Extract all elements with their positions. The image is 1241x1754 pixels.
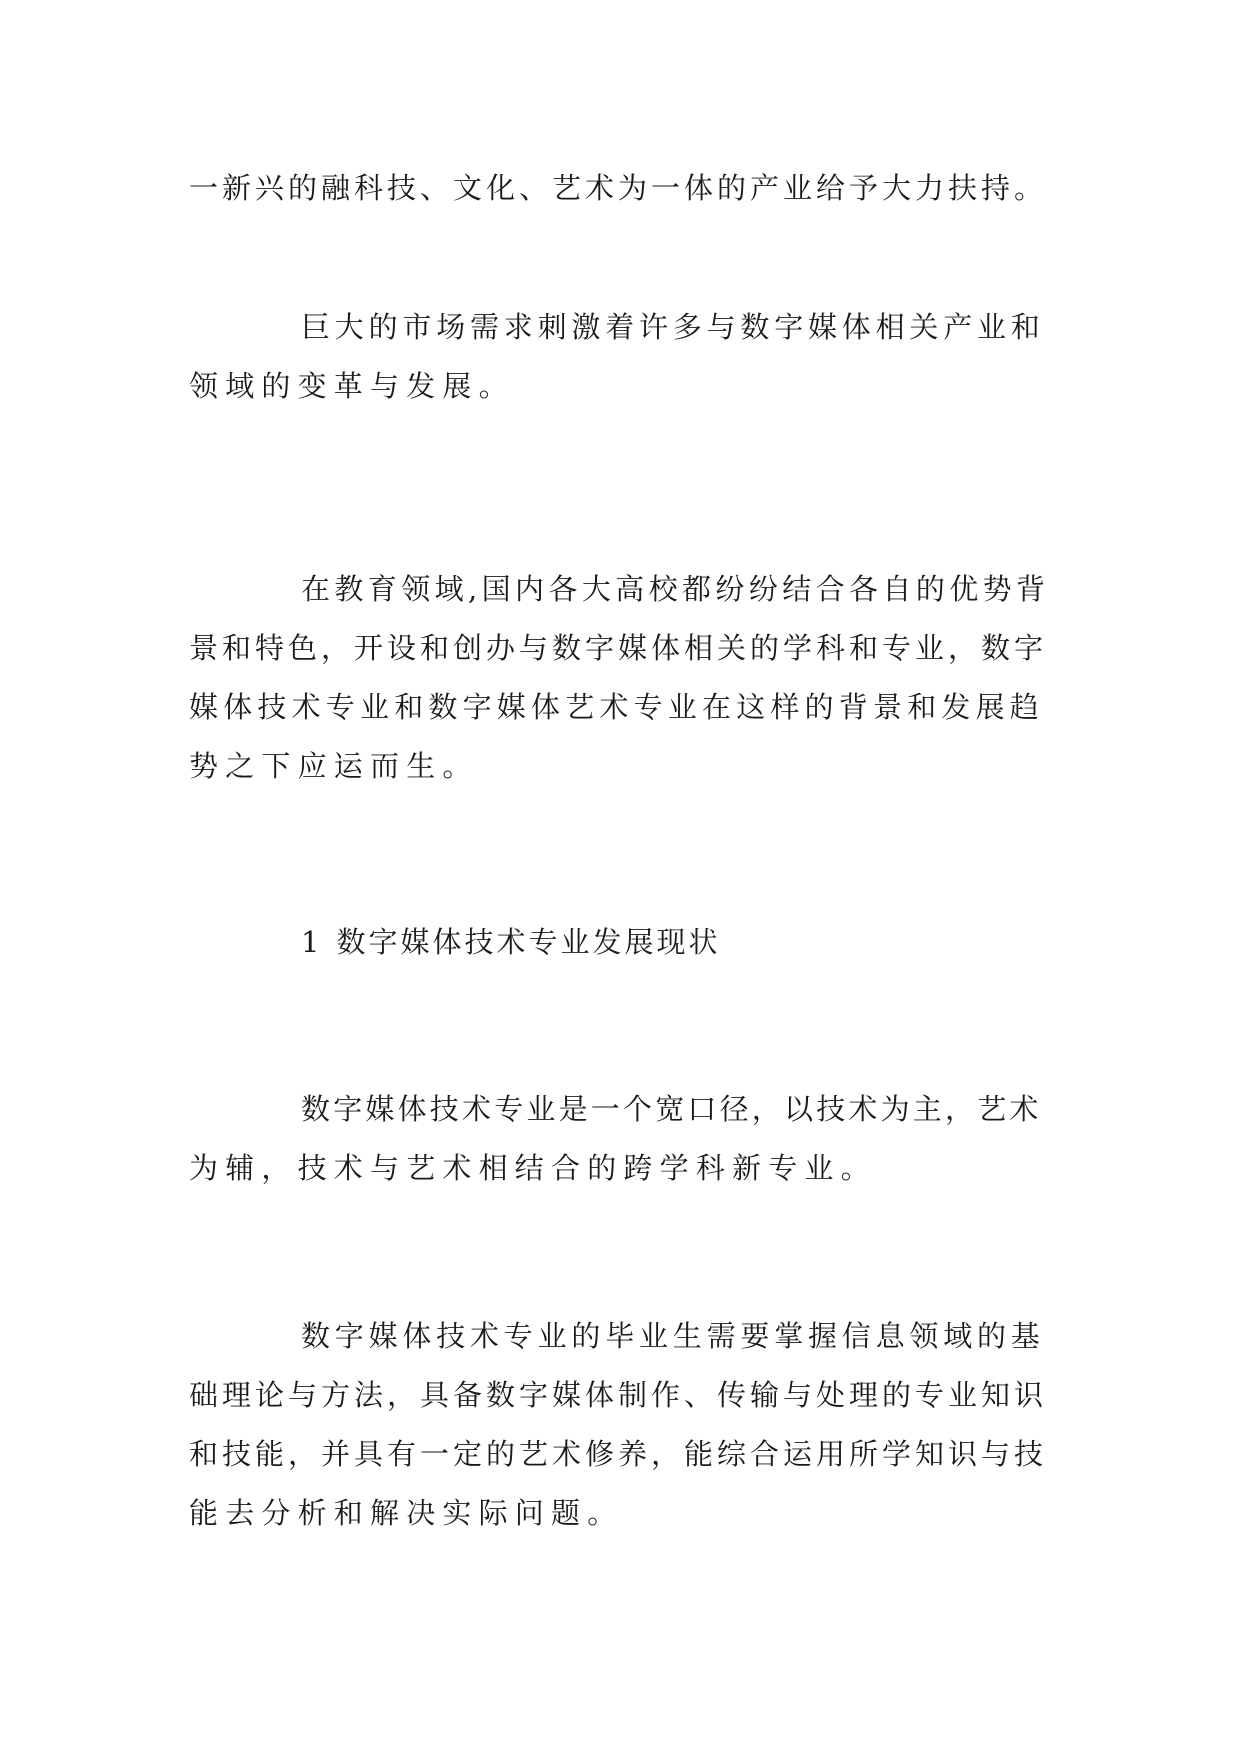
paragraph-continuation bbox=[189, 159, 1049, 218]
paragraph-line: 巨大的市场需求刺激着许多与数字媒体相关产业和 bbox=[301, 310, 1045, 344]
paragraph-line: 为辅，技术与艺术相结合的跨学科新专业。 bbox=[189, 1151, 877, 1185]
paragraph-line: 数字媒体技术专业是一个宽口径，以技术为主，艺术 bbox=[301, 1092, 1042, 1126]
paragraph-line: 媒体技术专业和数字媒体艺术专业在这样的背景和发展趋 bbox=[189, 690, 1045, 724]
paragraph-education-field bbox=[189, 560, 1049, 796]
paragraph-line: 势之下应运而生。 bbox=[189, 749, 479, 783]
paragraph-line: 在教育领域,国内各大高校都纷纷结合各自的优势背 bbox=[301, 572, 1050, 606]
paragraph-line: 景和特色，开设和创办与数字媒体相关的学科和专业，数字 bbox=[189, 631, 1048, 665]
section-number: 1 bbox=[301, 925, 323, 959]
paragraph-major-definition bbox=[189, 1080, 1049, 1198]
paragraph-graduate-requirements bbox=[189, 1307, 1049, 1543]
paragraph-line: 数字媒体技术专业的毕业生需要掌握信息领域的基 bbox=[301, 1319, 1045, 1353]
paragraph-line: 础理论与方法，具备数字媒体制作、传输与处理的专业知识 bbox=[189, 1378, 1048, 1412]
paragraph-line: 和技能，并具有一定的艺术修养，能综合运用所学知识与技 bbox=[189, 1437, 1048, 1471]
paragraph-line: 一新兴的融科技、文化、艺术为一体的产业给予大力扶持。 bbox=[189, 171, 1048, 205]
section-heading bbox=[301, 913, 720, 972]
paragraph-market-demand bbox=[189, 298, 1049, 416]
section-title: 数字媒体技术专业发展现状 bbox=[336, 925, 721, 959]
paragraph-line: 领域的变革与发展。 bbox=[189, 369, 515, 403]
paragraph-line: 能去分析和解决实际问题。 bbox=[189, 1496, 624, 1530]
